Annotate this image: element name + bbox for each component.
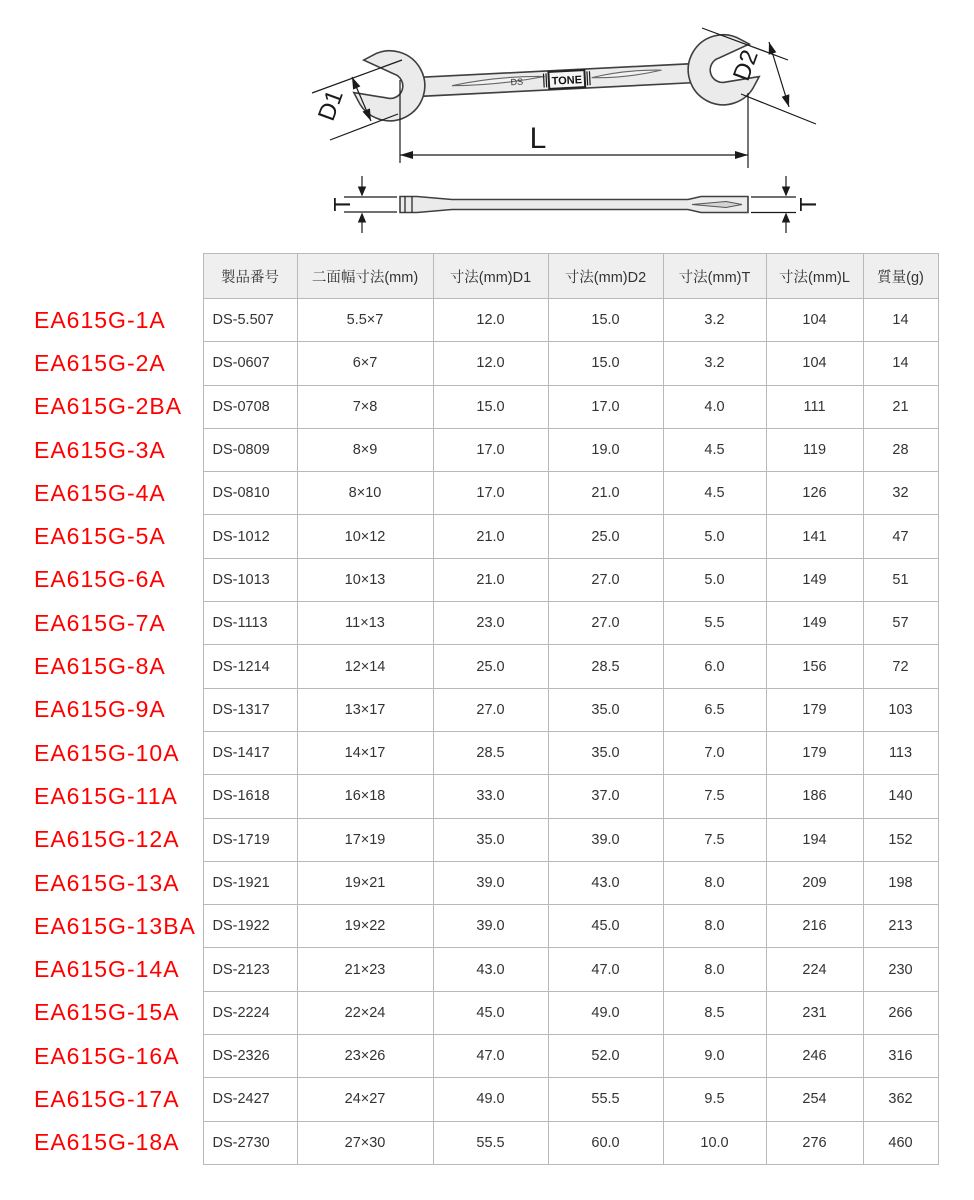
product-code: EA615G-3A xyxy=(34,436,166,463)
spec-value-cell: 28.5 xyxy=(433,731,548,774)
t-left-label: T xyxy=(329,197,355,212)
product-code: EA615G-12A xyxy=(34,826,180,853)
spec-value-cell: 8.5 xyxy=(663,991,766,1034)
table-row xyxy=(0,688,938,731)
spec-value-cell: 49.0 xyxy=(433,1078,548,1121)
spec-value-cell: 126 xyxy=(766,472,863,515)
header-model-number: 製品番号 xyxy=(203,254,297,299)
spec-value-cell: 8×10 xyxy=(297,472,433,515)
product-code: EA615G-10A xyxy=(34,739,180,766)
spec-value-cell: 10×13 xyxy=(297,558,433,601)
model-number-cell: DS-2427 xyxy=(203,1078,297,1121)
product-code: EA615G-15A xyxy=(34,999,180,1026)
spec-value-cell: 19×22 xyxy=(297,905,433,948)
product-code: EA615G-2BA xyxy=(34,393,183,420)
spec-value-cell: 15.0 xyxy=(548,342,663,385)
model-number-cell: DS-1013 xyxy=(203,558,297,601)
spec-value-cell: 55.5 xyxy=(433,1121,548,1164)
spec-value-cell: 6.0 xyxy=(663,645,766,688)
spec-value-cell: 12.0 xyxy=(433,299,548,342)
spec-value-cell: 21×23 xyxy=(297,948,433,991)
spec-value-cell: 43.0 xyxy=(433,948,548,991)
d1-label: D1 xyxy=(313,86,349,125)
spec-value-cell: 246 xyxy=(766,1035,863,1078)
spec-value-cell: 186 xyxy=(766,775,863,818)
product-code: EA615G-13A xyxy=(34,869,180,896)
spec-value-cell: 25.0 xyxy=(548,515,663,558)
spec-value-cell: 254 xyxy=(766,1078,863,1121)
table-row xyxy=(0,472,938,515)
spec-value-cell: 11×13 xyxy=(297,602,433,645)
spec-value-cell: 23×26 xyxy=(297,1035,433,1078)
spec-value-cell: 55.5 xyxy=(548,1078,663,1121)
model-number-cell: DS-0607 xyxy=(203,342,297,385)
model-number-cell: DS-0708 xyxy=(203,385,297,428)
spec-value-cell: 27.0 xyxy=(433,688,548,731)
product-code: EA615G-1A xyxy=(34,306,166,333)
spec-value-cell: 140 xyxy=(863,775,938,818)
spec-value-cell: 14 xyxy=(863,299,938,342)
spec-value-cell: 35.0 xyxy=(548,688,663,731)
product-code: EA615G-2A xyxy=(34,349,166,376)
d2-label: D2 xyxy=(728,46,764,85)
model-number-cell: DS-2326 xyxy=(203,1035,297,1078)
spec-value-cell: 6×7 xyxy=(297,342,433,385)
spec-value-cell: 45.0 xyxy=(433,991,548,1034)
spec-value-cell: 7×8 xyxy=(297,385,433,428)
spec-value-cell: 276 xyxy=(766,1121,863,1164)
spec-value-cell: 49.0 xyxy=(548,991,663,1034)
spec-value-cell: 21.0 xyxy=(433,558,548,601)
spec-value-cell: 24×27 xyxy=(297,1078,433,1121)
spec-value-cell: 19×21 xyxy=(297,861,433,904)
spec-value-cell: 27.0 xyxy=(548,602,663,645)
spec-value-cell: 213 xyxy=(863,905,938,948)
spec-value-cell: 460 xyxy=(863,1121,938,1164)
spec-value-cell: 14 xyxy=(863,342,938,385)
spec-value-cell: 104 xyxy=(766,299,863,342)
table-header-row xyxy=(0,254,938,299)
spec-value-cell: 35.0 xyxy=(548,731,663,774)
table-row xyxy=(0,861,938,904)
spec-table-body xyxy=(0,299,938,1165)
spec-value-cell: 45.0 xyxy=(548,905,663,948)
spec-value-cell: 35.0 xyxy=(433,818,548,861)
header-dim-d1: 寸法(mm)D1 xyxy=(433,254,548,299)
spec-value-cell: 8×9 xyxy=(297,428,433,471)
shank-marking-text: DS xyxy=(510,76,524,88)
spec-value-cell: 16×18 xyxy=(297,775,433,818)
spec-value-cell: 28 xyxy=(863,428,938,471)
spec-value-cell: 32 xyxy=(863,472,938,515)
spec-value-cell: 141 xyxy=(766,515,863,558)
table-row xyxy=(0,818,938,861)
spec-value-cell: 39.0 xyxy=(548,818,663,861)
spec-value-cell: 10.0 xyxy=(663,1121,766,1164)
spec-value-cell: 7.0 xyxy=(663,731,766,774)
table-row xyxy=(0,1035,938,1078)
model-number-cell: DS-1921 xyxy=(203,861,297,904)
spec-value-cell: 5.5×7 xyxy=(297,299,433,342)
brand-text: TONE xyxy=(551,74,583,88)
spec-value-cell: 156 xyxy=(766,645,863,688)
spec-value-cell: 60.0 xyxy=(548,1121,663,1164)
spec-value-cell: 15.0 xyxy=(548,299,663,342)
table-row xyxy=(0,1078,938,1121)
spec-value-cell: 179 xyxy=(766,731,863,774)
model-number-cell: DS-0810 xyxy=(203,472,297,515)
spec-value-cell: 119 xyxy=(766,428,863,471)
spec-value-cell: 216 xyxy=(766,905,863,948)
spec-value-cell: 224 xyxy=(766,948,863,991)
spec-value-cell: 7.5 xyxy=(663,818,766,861)
spec-value-cell: 266 xyxy=(863,991,938,1034)
spec-value-cell: 7.5 xyxy=(663,775,766,818)
spec-value-cell: 23.0 xyxy=(433,602,548,645)
table-row xyxy=(0,558,938,601)
spec-value-cell: 10×12 xyxy=(297,515,433,558)
header-mass: 質量(g) xyxy=(863,254,938,299)
spec-value-cell: 5.5 xyxy=(663,602,766,645)
spec-value-cell: 4.5 xyxy=(663,472,766,515)
product-code: EA615G-6A xyxy=(34,566,166,593)
header-dim-l: 寸法(mm)L xyxy=(766,254,863,299)
spec-value-cell: 149 xyxy=(766,558,863,601)
spec-value-cell: 17.0 xyxy=(548,385,663,428)
spec-value-cell: 12×14 xyxy=(297,645,433,688)
model-number-cell: DS-1113 xyxy=(203,602,297,645)
spec-value-cell: 362 xyxy=(863,1078,938,1121)
spec-value-cell: 37.0 xyxy=(548,775,663,818)
spec-value-cell: 9.0 xyxy=(663,1035,766,1078)
product-code: EA615G-16A xyxy=(34,1042,180,1069)
spec-value-cell: 15.0 xyxy=(433,385,548,428)
spec-value-cell: 52.0 xyxy=(548,1035,663,1078)
model-number-cell: DS-1922 xyxy=(203,905,297,948)
spec-value-cell: 4.0 xyxy=(663,385,766,428)
table-row xyxy=(0,948,938,991)
model-number-cell: DS-2730 xyxy=(203,1121,297,1164)
spec-value-cell: 5.0 xyxy=(663,515,766,558)
table-row xyxy=(0,428,938,471)
model-number-cell: DS-1317 xyxy=(203,688,297,731)
spec-value-cell: 27×30 xyxy=(297,1121,433,1164)
spec-value-cell: 12.0 xyxy=(433,342,548,385)
product-code: EA615G-7A xyxy=(34,609,166,636)
spec-value-cell: 3.2 xyxy=(663,342,766,385)
spec-value-cell: 194 xyxy=(766,818,863,861)
spec-value-cell: 28.5 xyxy=(548,645,663,688)
product-code: EA615G-13BA xyxy=(34,912,196,939)
product-code: EA615G-9A xyxy=(34,696,166,723)
model-number-cell: DS-1214 xyxy=(203,645,297,688)
spec-value-cell: 33.0 xyxy=(433,775,548,818)
spec-value-cell: 113 xyxy=(863,731,938,774)
spec-value-cell: 17.0 xyxy=(433,472,548,515)
model-number-cell: DS-0809 xyxy=(203,428,297,471)
spec-value-cell: 152 xyxy=(863,818,938,861)
model-number-cell: DS-2224 xyxy=(203,991,297,1034)
spec-value-cell: 4.5 xyxy=(663,428,766,471)
spec-value-cell: 230 xyxy=(863,948,938,991)
wrench-technical-drawing xyxy=(0,0,974,252)
spec-value-cell: 3.2 xyxy=(663,299,766,342)
spec-value-cell: 47 xyxy=(863,515,938,558)
header-corner-spacer xyxy=(0,254,203,299)
spec-value-cell: 149 xyxy=(766,602,863,645)
wrench-side-view xyxy=(329,176,821,233)
spec-value-cell: 22×24 xyxy=(297,991,433,1034)
table-row xyxy=(0,645,938,688)
spec-value-cell: 111 xyxy=(766,385,863,428)
spec-value-cell: 39.0 xyxy=(433,905,548,948)
spec-value-cell: 5.0 xyxy=(663,558,766,601)
header-width-across-flats: 二面幅寸法(mm) xyxy=(297,254,433,299)
model-number-cell: DS-1719 xyxy=(203,818,297,861)
spec-value-cell: 198 xyxy=(863,861,938,904)
product-code: EA615G-8A xyxy=(34,653,166,680)
spec-value-cell: 231 xyxy=(766,991,863,1034)
product-code: EA615G-18A xyxy=(34,1129,180,1156)
spec-value-cell: 104 xyxy=(766,342,863,385)
spec-table xyxy=(0,253,939,1165)
table-row xyxy=(0,385,938,428)
spec-value-cell: 51 xyxy=(863,558,938,601)
table-row xyxy=(0,299,938,342)
table-row xyxy=(0,731,938,774)
product-code: EA615G-4A xyxy=(34,479,166,506)
product-code: EA615G-17A xyxy=(34,1085,180,1112)
t-right-label: T xyxy=(795,197,821,212)
table-row xyxy=(0,515,938,558)
spec-value-cell: 14×17 xyxy=(297,731,433,774)
product-code: EA615G-11A xyxy=(34,782,178,809)
product-code: EA615G-5A xyxy=(34,523,166,550)
model-number-cell: DS-5.507 xyxy=(203,299,297,342)
spec-value-cell: 19.0 xyxy=(548,428,663,471)
spec-value-cell: 57 xyxy=(863,602,938,645)
spec-value-cell: 39.0 xyxy=(433,861,548,904)
spec-value-cell: 179 xyxy=(766,688,863,731)
table-row xyxy=(0,602,938,645)
spec-value-cell: 72 xyxy=(863,645,938,688)
spec-value-cell: 8.0 xyxy=(663,948,766,991)
table-row xyxy=(0,342,938,385)
spec-value-cell: 25.0 xyxy=(433,645,548,688)
spec-value-cell: 13×17 xyxy=(297,688,433,731)
spec-value-cell: 27.0 xyxy=(548,558,663,601)
spec-value-cell: 21.0 xyxy=(433,515,548,558)
spec-value-cell: 21 xyxy=(863,385,938,428)
spec-value-cell: 21.0 xyxy=(548,472,663,515)
spec-value-cell: 8.0 xyxy=(663,905,766,948)
product-code: EA615G-14A xyxy=(34,956,180,983)
model-number-cell: DS-1618 xyxy=(203,775,297,818)
wrench-top-view xyxy=(312,27,816,168)
model-number-cell: DS-1417 xyxy=(203,731,297,774)
spec-value-cell: 9.5 xyxy=(663,1078,766,1121)
spec-value-cell: 6.5 xyxy=(663,688,766,731)
dimension-t-left xyxy=(329,176,397,233)
header-dim-t: 寸法(mm)T xyxy=(663,254,766,299)
table-row xyxy=(0,775,938,818)
spec-value-cell: 316 xyxy=(863,1035,938,1078)
model-number-cell: DS-2123 xyxy=(203,948,297,991)
table-row xyxy=(0,991,938,1034)
spec-value-cell: 103 xyxy=(863,688,938,731)
spec-value-cell: 43.0 xyxy=(548,861,663,904)
spec-value-cell: 17×19 xyxy=(297,818,433,861)
spec-value-cell: 17.0 xyxy=(433,428,548,471)
dimension-t-right xyxy=(751,176,821,233)
spec-value-cell: 47.0 xyxy=(548,948,663,991)
spec-value-cell: 209 xyxy=(766,861,863,904)
spec-value-cell: 47.0 xyxy=(433,1035,548,1078)
header-dim-d2: 寸法(mm)D2 xyxy=(548,254,663,299)
l-label: L xyxy=(529,122,547,155)
spec-value-cell: 8.0 xyxy=(663,861,766,904)
table-row xyxy=(0,905,938,948)
model-number-cell: DS-1012 xyxy=(203,515,297,558)
table-row xyxy=(0,1121,938,1164)
